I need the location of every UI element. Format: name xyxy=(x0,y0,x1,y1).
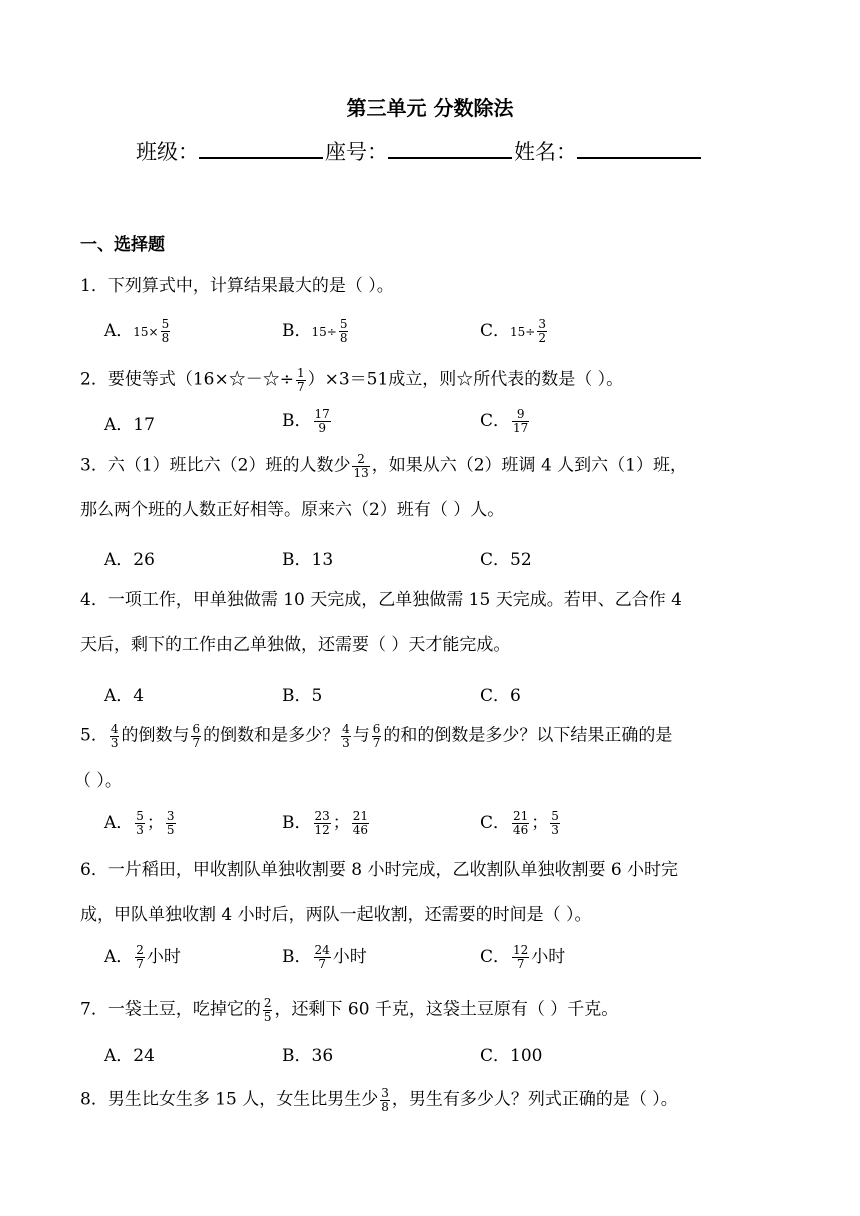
option-a: A． $\frac{2}{7}$ 小时 xyxy=(104,943,181,971)
name-blank xyxy=(577,137,701,159)
question-5-line-2: （ ）。 xyxy=(74,771,122,791)
option-c: C．100 xyxy=(480,1046,543,1066)
question-4-line-2: 天后，剩下的工作由乙单独做，还需要（ ）天才能完成。 xyxy=(80,635,511,655)
option-b: B．15÷ $\frac{5}{8}$ xyxy=(282,317,348,345)
option-b: B． $\frac{24}{7}$ 小时 xyxy=(282,943,367,971)
option-c: C． $\frac{9}{17}$ xyxy=(480,407,529,435)
page-title: 第三单元 分数除法 xyxy=(346,96,514,120)
question-1: 1．下列算式中，计算结果最大的是（ ）。 xyxy=(80,276,394,296)
option-c: C． $\frac{12}{7}$ 小时 xyxy=(480,943,566,971)
option-a: A． $\frac{5}{3}$ ； $\frac{3}{5}$ xyxy=(104,809,175,837)
option-b: B． $\frac{17}{9}$ xyxy=(282,407,330,435)
question-5-line-1: 5． $\frac{4}{3}$ 的倒数与 $\frac{6}{7}$ 的倒数和是多少？ $\frac{4}{3}$ 与 $\frac{6}{7}$ 的和的倒数是多少？以下结果正确的是 xyxy=(80,722,673,750)
option-c: C． $\frac{21}{46}$ ； $\frac{5}{3}$ xyxy=(480,809,559,837)
question-6-line-1: 6．一片稻田，甲收割队单独收割要 8 小时完成，乙收割队单独收割要 6 小时完 xyxy=(80,860,679,880)
option-a: A．17 xyxy=(104,415,155,435)
option-a: A．26 xyxy=(104,550,155,570)
option-b: B．5 xyxy=(282,686,323,706)
seat-blank xyxy=(388,137,512,159)
question-3-line-1: 3．六（1）班比六（2）班的人数少 $\frac{2}{13}$ ，如果从六（2）班调 4 人到六（1）班， xyxy=(80,452,687,480)
seat-label: 座号： xyxy=(325,140,388,164)
option-b: B．13 xyxy=(282,550,334,570)
option-b: B． $\frac{23}{12}$ ； $\frac{21}{46}$ xyxy=(282,809,369,837)
option-a: A．24 xyxy=(104,1046,155,1066)
name-label: 姓名： xyxy=(514,140,577,164)
student-info-line xyxy=(136,136,703,166)
option-c: C．52 xyxy=(480,550,532,570)
option-a: A．15× $\frac{5}{8}$ xyxy=(104,317,170,345)
question-2: 2．要使等式（16×☆－☆÷ $\frac{1}{7}$ ）×3＝51成立，则☆所代表的数是（ ）。 xyxy=(80,366,624,394)
question-8: 8．男生比女生多 15 人，女生比男生少 $\frac{3}{8}$ ，男生有多少人？列式正确的是（ ）。 xyxy=(80,1086,678,1114)
option-c: C．6 xyxy=(480,686,521,706)
question-6-line-2: 成，甲队单独收割 4 小时后，两队一起收割，还需要的时间是（ ）。 xyxy=(80,905,592,925)
section-title: 一、选择题 xyxy=(80,235,165,255)
question-4-line-1: 4．一项工作，甲单独做需 10 天完成，乙单独做需 15 天完成。若甲、乙合作 4 xyxy=(80,590,682,610)
option-c: C．15÷ $\frac{3}{2}$ xyxy=(480,317,546,345)
question-3-line-2: 那么两个班的人数正好相等。原来六（2）班有（ ）人。 xyxy=(80,500,505,520)
class-label: 班级： xyxy=(136,140,199,164)
class-blank xyxy=(199,137,323,159)
question-7: 7．一袋土豆，吃掉它的 $\frac{2}{5}$ ，还剩下 60 千克，这袋土豆原有（ ）千克。 xyxy=(80,996,619,1024)
option-a: A．4 xyxy=(104,686,145,706)
option-b: B．36 xyxy=(282,1046,334,1066)
